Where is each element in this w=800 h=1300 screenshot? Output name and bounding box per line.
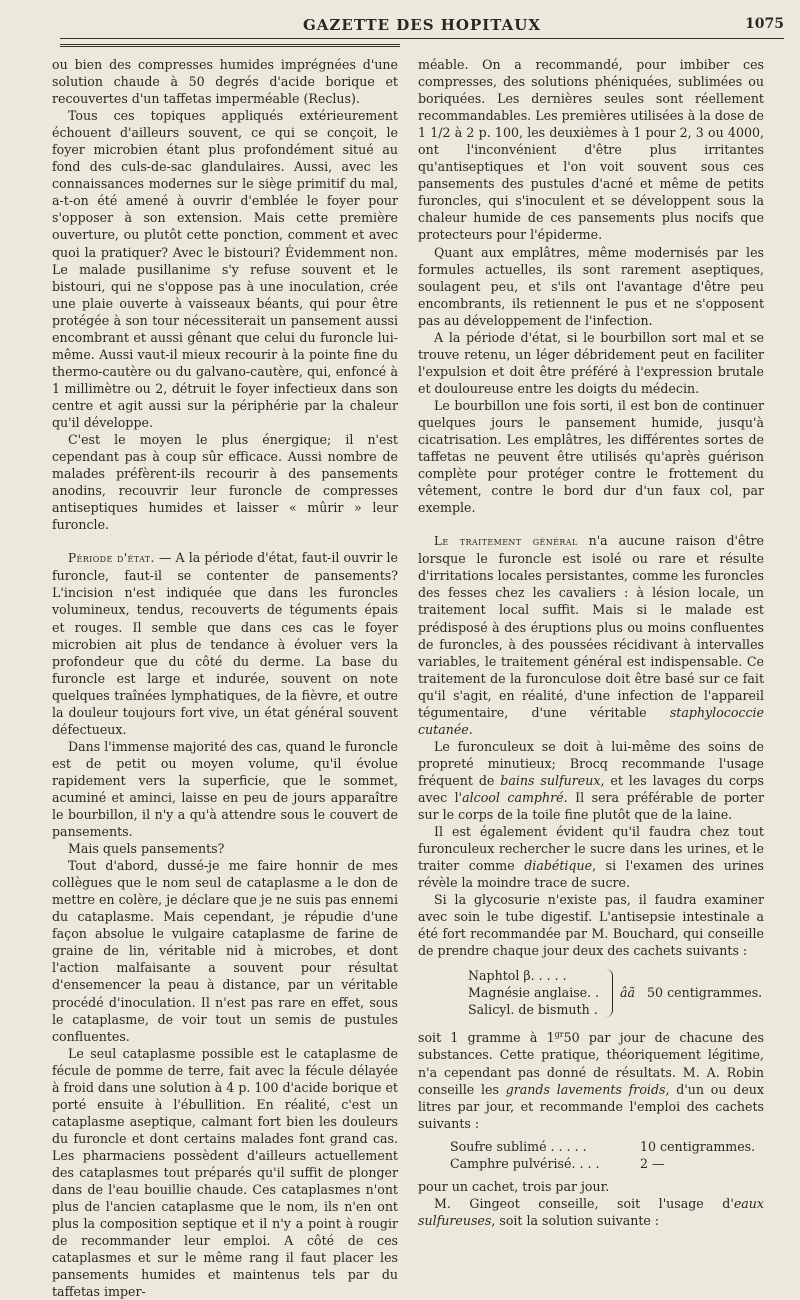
page-header <box>60 14 784 39</box>
paragraph-text: M. Gingeot conseille, soit l'usage d' <box>434 1195 734 1211</box>
paragraph: Mais quels pansements? <box>68 841 225 857</box>
unit-superscript: gr <box>554 1030 564 1040</box>
paragraph-text: , et les lavages du corps avec l' <box>418 772 764 805</box>
paragraph: Dans l'immense majorité des cas, quand le furoncle est de petit ou moyen volume, qu'il évolue rapidement vers la superficie, que le sommet, acuminé et aminci, laisse en peu de jours apparaître le bourbillon, il n'y a qu'à attendre sous le couvert de pansements. <box>52 738 398 840</box>
paragraph <box>418 532 764 738</box>
formula-item: Soufre sublimé . . . . . <box>450 1138 587 1154</box>
italic-term: staphylococcie cutanée <box>418 704 764 737</box>
formula-item: Camphre pulvérisé. . . . <box>450 1155 600 1171</box>
paragraph-text: Le furonculeux se doit à lui-même des soins de propreté minutieux; Brocq recommande l'usage fréquent de <box>418 738 764 788</box>
paragraph: C'est le moyen le plus énergique; il n'est cependant pas à coup sûr efficace. Aussi nombre de malades préfèrent-ils recourir à des pansements anodins, recouvrir leur furoncle de compresses antiseptiques humides et laisser « mûrir » leur furoncle. <box>52 432 398 533</box>
formula-dose <box>620 984 762 1001</box>
paragraph-text: soit 1 gramme à 1 <box>418 1030 555 1046</box>
page-number: 1075 <box>745 16 784 32</box>
paragraph <box>418 823 764 891</box>
paragraph-text: Il est également évident qu'il faudra chez tout furonculeux rechercher le sucre dans les urines, et le traiter comme <box>418 824 764 874</box>
paragraph-text: , d'un ou deux litres par jour, et recommande l'emploi des cachets suivants : <box>418 1081 764 1131</box>
italic-term: alcool camphré <box>462 789 564 805</box>
formula-dose: 10 centigrammes. <box>640 1138 756 1154</box>
paragraph: A la période d'état, si le bourbillon sort mal et se trouve retenu, un léger débridement peut en faciliter l'expulsion et doit être préféré à l'expression brutale et douloureuse entre les doigts du médecin. <box>418 329 764 396</box>
paragraph-text: 50 par jour de chacune des substances. Cette pratique, théoriquement légitime, n'a cependant pas donné de résultats. M. A. Robin conseille les <box>418 1030 764 1097</box>
paragraph: ou bien des compresses humides imprégnées d'une solution chaude à 50 degrés d'acide borique et recouvertes d'un taffetas imperméable (Reclus). <box>52 57 398 107</box>
formula-dose: 2 — <box>640 1155 665 1171</box>
paragraph: Si la glycosurie n'existe pas, il faudra examiner avec soin le tube digestif. L'antisepsie intestinale a été fort recommandée par M. Bouchard, qui conseille de prendre chaque jour deux des cachets suivants : <box>418 892 764 959</box>
paragraph <box>418 1029 764 1131</box>
paragraph-text: , si l'examen des urines révèle la moindre trace de sucre. <box>418 858 764 891</box>
italic-term: bains sulfureux <box>500 772 601 788</box>
prescription-formula <box>450 1138 756 1174</box>
paragraph: Le bourbillon une fois sorti, il est bon de continuer quelques jours le pansement humide, jusqu'à cicatrisation. Les emplâtres, les différentes sortes de taffetas ne peuvent être utilisés qu'après guérison complète pour protéger contre le frottement du vêtement, contre le bord dur d'un faux col, par exemple. <box>418 397 764 516</box>
paragraph: Tous ces topiques appliqués extérieurement échouent d'ailleurs souvent, ce qui se conçoit, le foyer microbien étant plus profondément situé au fond des culs-de-sac glandulaires. Aussi, avec les connaissances modernes sur le siège primitif du mal, a-t-on été amené à ouvrir d'emblée le foyer pour s'opposer à son extension. Mais cette première ouverture, ou plutôt cette ponction, comment et avec quoi la pratiquer? Avec le bistouri? Évidemment non. Le malade pusillanime s'y refuse souvent et le bistouri, qui ne s'oppose pas à une inoculation, crée une plaie ouverte à vaisseaux béants, qui pour être protégée à son tour nécessiterait un pansement aussi encombrant et aussi gênant que celui du furoncle lui-même. Aussi vaut-il mieux recourir à la pointe fine du thermo-cautère ou du galvano-cautère, qui, enfoncé à 1 millimètre ou 2, détruit le foyer infectieux dans son centre et agit aussi sur la périphérie par la chaleur qu'il développe. <box>52 108 398 430</box>
paragraph-text: — A la période d'état, faut-il ouvrir le furoncle, faut-il se contenter de pansements? L'incision n'est indiquée que dans les furoncles volumineux, tendus, recouverts de téguments épais et rouges. Il semble que dans ces cas le foyer microbien ait plus de tendance à évoluer vers la profondeur que du côté du derme. La base du furoncle est large et indurée, souvent on note quelques traînées lymphatiques, de la fièvre, et outre la douleur toujours fort vive, un état général souvent défectueux. <box>52 550 399 737</box>
formula-item: Salicyl. de bismuth . <box>468 1002 598 1018</box>
paragraph: Quant aux emplâtres, même modernisés par les formules actuelles, ils sont rarement aseptiques, soulagent peu, et s'ils ont l'avantage d'être peu encombrants, ils retiennent le pus et ne s'opposent pas au développement de l'infection. <box>418 244 764 328</box>
paragraph: pour un cachet, trois par jour. <box>418 1178 610 1194</box>
prescription-formula <box>468 967 768 1021</box>
paragraph <box>418 738 764 823</box>
left-column <box>52 56 398 1300</box>
dose-amount: 50 centigrammes. <box>647 985 763 1001</box>
right-column <box>418 56 764 1229</box>
section-rule <box>60 44 400 47</box>
paragraph: Tout d'abord, dussé-je me faire honnir de mes collègues que le nom seul de cataplasme a le don de mettre en colère, je déclare que je ne suis pas ennemi du cataplasme. Mais cependant, je répudie d'une façon absolue le vulgaire cataplasme de farine de graine de lin, véritable nid à microbes, et dont l'action malfaisante a souvent pour résultat d'ensemencer la peau à distance, par un véritable procédé d'inoculation. Il n'est pas rare en effet, sous le cataplasme, de voir tout un semis de pustules confluentes. <box>52 858 398 1044</box>
paragraph-text: . Il sera préférable de porter sur le corps de la toile fine plutôt que de la laine. <box>418 789 765 823</box>
paragraph <box>52 549 398 738</box>
journal-title: GAZETTE DES HOPITAUX <box>302 16 541 34</box>
italic-term: eaux sulfureuses <box>418 1195 764 1228</box>
formula-item: Magnésie anglaise. . <box>468 985 600 1001</box>
brace <box>606 969 613 1017</box>
italic-term: diabétique <box>524 858 593 874</box>
section-heading: Période d'état. <box>68 551 155 566</box>
paragraph: Le seul cataplasme possible est le cataplasme de fécule de pomme de terre, fait avec la fécule délayée à froid dans une solution à 4 p. 100 d'acide borique et porté ensuite à l'ébullition. En réalité, c'est un cataplasme aseptique, calmant fort bien les douleurs du furoncle et dont certains malades font grand cas. Les pharmaciens possèdent d'ailleurs actuellement des cataplasmes tout préparés qu'il suffit de plonger dans de l'eau bouillie chaude. Ces cataplasmes n'ont plus de l'ancien cataplasme que le nom, ils n'en ont plus la composition septique et il n'y a point à rougir de recommander leur emploi. A côté de ces cataplasmes et sur le même rang il faut placer les pansements humides et maintenus tels par du taffetas imper- <box>52 1045 398 1300</box>
paragraph: méable. On a recommandé, pour imbiber ces compresses, des solutions phéniquées, sublimées ou boriquées. Les dernières seules sont réellement recommandables. Les premières utilisées à la dose de 1 1/2 à 2 p. 100, les deuxièmes à 1 pour 2, 3 ou 4000, ont l'inconvénient d'être plus irritantes qu'antiseptiques et l'on voit souvent sous ces pansements des pustules d'acné et même de petits furoncles, qui s'inoculent et se développent sous la chaleur humide de ces pansements plus nocifs que protecteurs pour l'épiderme. <box>418 57 764 243</box>
section-heading: Le traitement général <box>434 534 578 549</box>
dose-prefix: âã <box>620 985 636 1001</box>
paragraph-text: . <box>468 721 473 737</box>
formula-item: Naphtol β. . . . . <box>468 968 567 984</box>
paragraph-text: , soit la solution suivante : <box>491 1212 660 1228</box>
paragraph <box>418 1195 764 1229</box>
italic-term: grands lavements froids <box>505 1081 666 1097</box>
paragraph-text: n'a aucune raison d'être lorsque le furoncle est isolé ou rare et résulte d'irritations locales persistantes, comme les furoncles des fesses chez les cavaliers : à lésion locale, un traitement local suffit. Mais si le malade est prédisposé à des éruptions plus ou moins confluentes de furoncles, à des poussées récidivant à intervalles variables, le traitement général est indispensable. Ce traitement de la furonculose doit être basé sur ce fait qu'il s'agit, en réalité, d'une infection de l'appareil tégumentaire, d'une véritable <box>418 533 764 720</box>
